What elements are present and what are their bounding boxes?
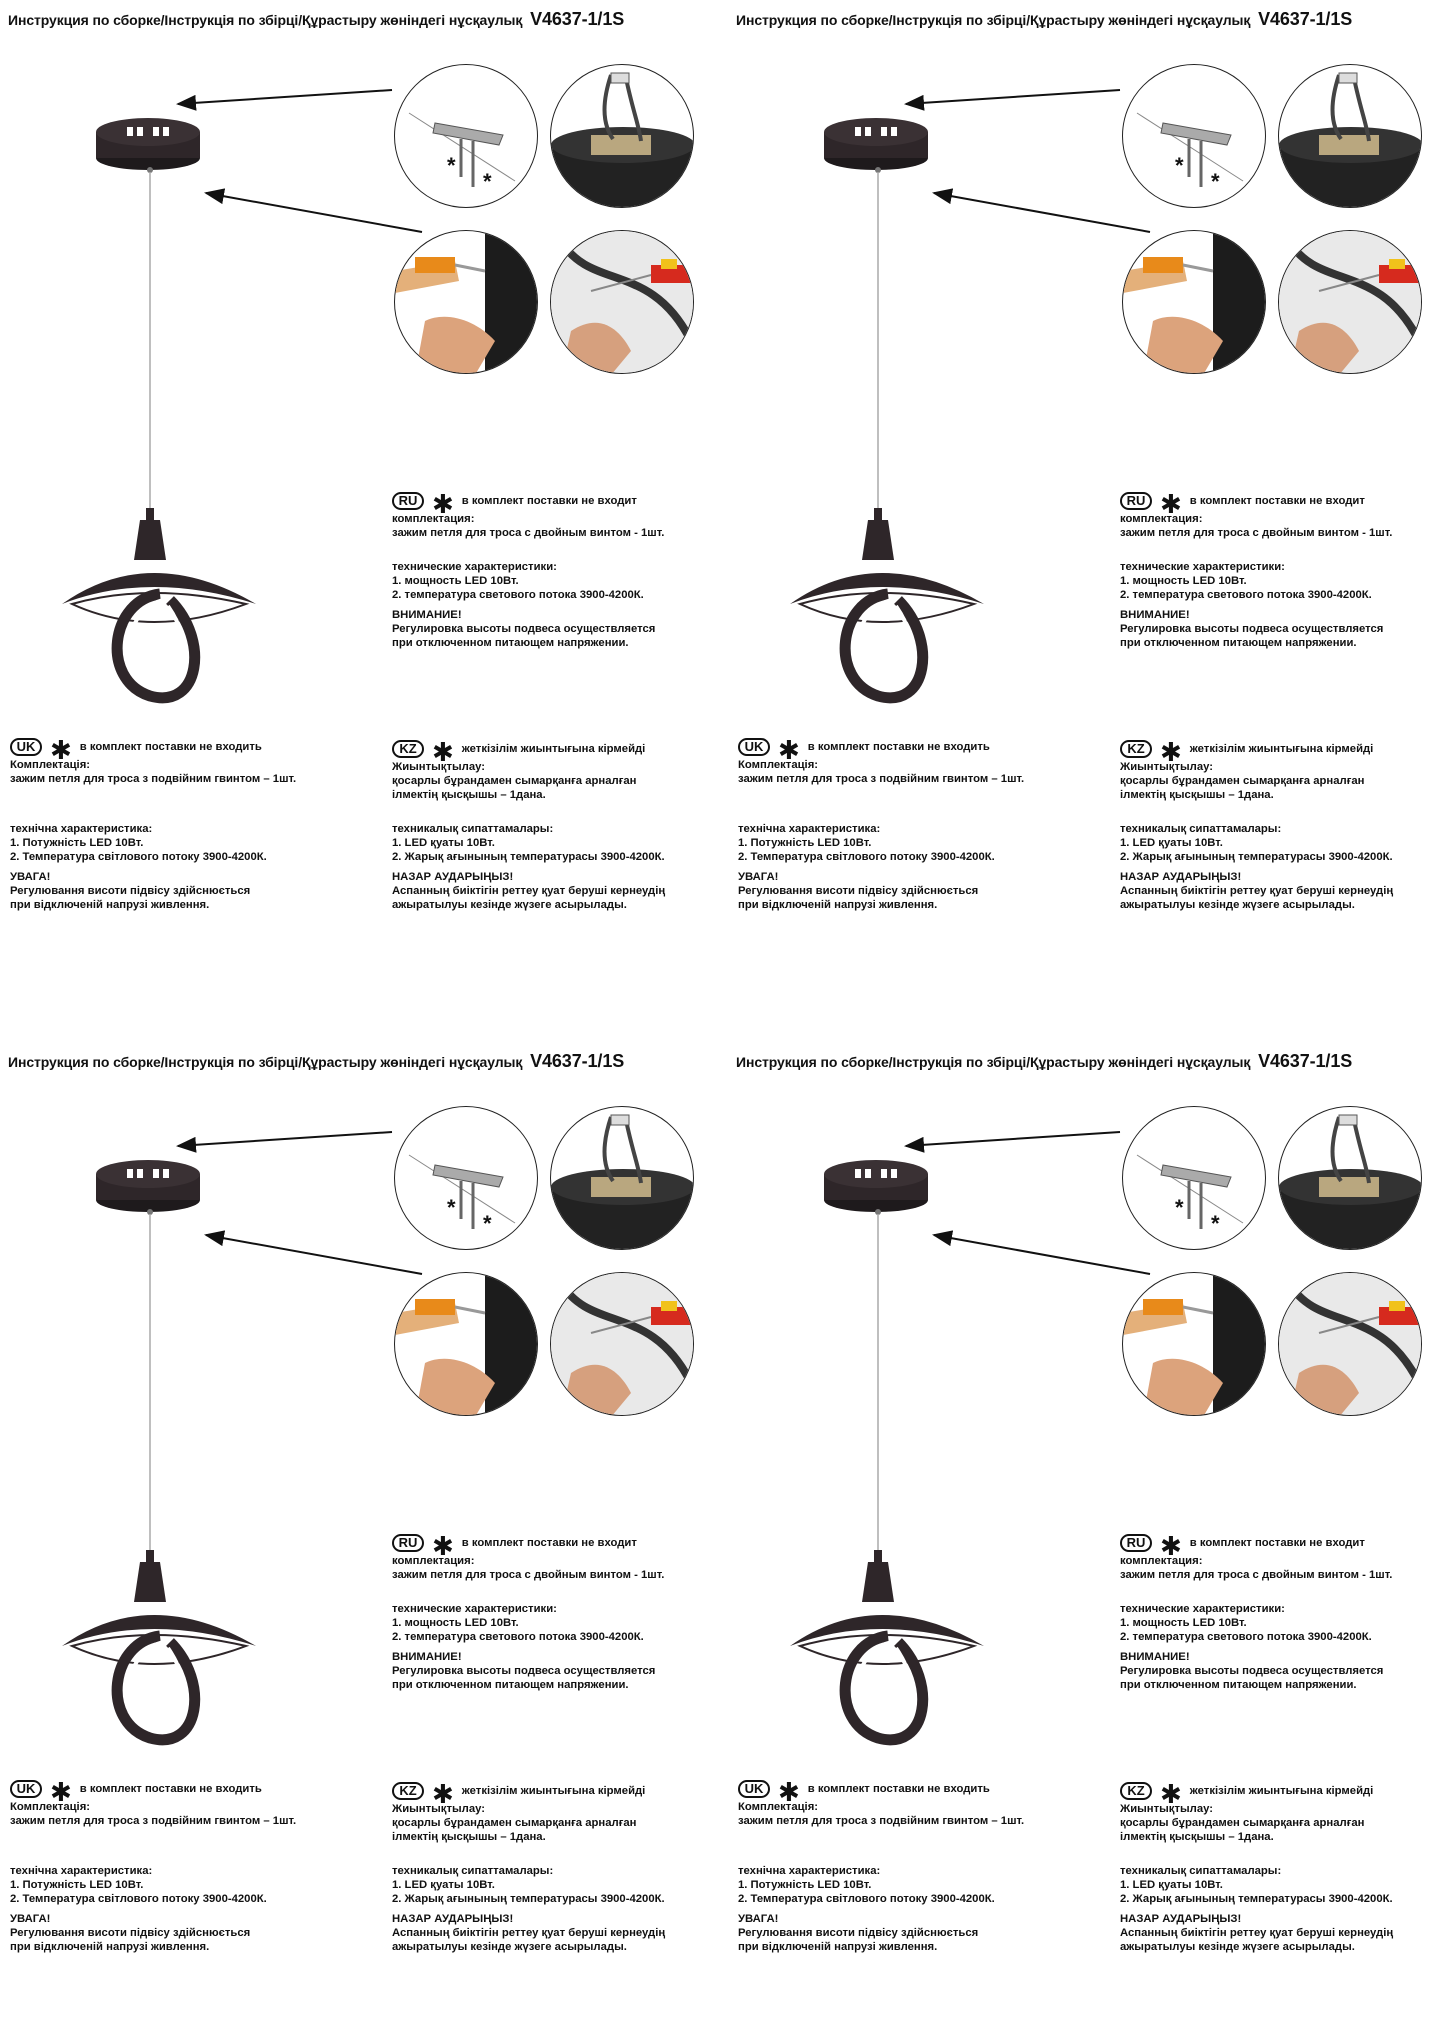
not-included-note: в комплект поставки не входить — [807, 1783, 990, 1795]
not-included-note: в комплект поставки не входит — [1189, 1537, 1365, 1549]
canopy-photo — [1278, 64, 1422, 208]
mounting-bracket-icon — [1123, 65, 1266, 208]
not-included-note: в комплект поставки не входит — [461, 495, 637, 507]
sheet-title: Инструкция по сборке/Інструкція по збірці/Құрастыру жөніндегі нұсқаулық V4637-1/1S — [8, 1051, 625, 1071]
uk-block: UK ✱ в комплект поставки не входить Комплектація: зажим петля для троса з подвійним гвинтом – 1шт. технічна характеристика: 1. Потужність LED 10Вт. 2. Температура світлового потоку 3900-4200К. УВАГА! Регулювання висоти підвісу здійснюється при відключеній напрузі живлення. — [10, 1777, 297, 1953]
sheet-title: Инструкция по сборке/Інструкція по збірці/Құрастыру жөніндегі нұсқаулық V4637-1/1S — [736, 9, 1353, 29]
kz-block: KZ ✱ жеткізілім жиынтығына кірмейді Жиынтықтылау: қосарлы бұрандамен сымарқанға арналған ілмектің қысқышы – 1дана. техникалық сипаттамалары: 1. LED қуаты 10Вт. 2. Жарық ағынының температурасы 3900-4200К. НАЗАР АУДАРЫҢЫЗ! Аспанның биіктігін реттеу қуат беруші кернеудің ажыратылуы кезінде жүзеге асырылады. — [1120, 1779, 1394, 1953]
kz-block: KZ ✱ жеткізілім жиынтығына кірмейді Жиынтықтылау: қосарлы бұрандамен сымарқанға арналған ілмектің қысқышы – 1дана. техникалық сипаттамалары: 1. LED қуаты 10Вт. 2. Жарық ағынының температурасы 3900-4200К. НАЗАР АУДАРЫҢЫЗ! Аспанның биіктігін реттеу қуат беруші кернеудің ажыратылуы кезінде жүзеге асырылады. — [392, 737, 666, 911]
not-included-note: в комплект поставки не входит — [461, 1537, 637, 1549]
lang-badge: RU — [1120, 1534, 1152, 1552]
screwdriver-photo — [1122, 1272, 1266, 1416]
ru-block: RU ✱ в комплект поставки не входит комплектация: зажим петля для троса с двойным винтом - 1шт. технические характеристики: 1. мощность LED 10Вт. 2. температура светового потока 3900-4200К. ВНИМАНИЕ! Регулировка высоты подвеса осуществляется при отключенном питающем напряжении. — [392, 489, 665, 649]
asterisk-icon: ✱ — [432, 1531, 454, 1561]
not-included-note: в комплект поставки не входит — [1189, 495, 1365, 507]
instruction-sheet — [0, 1042, 714, 2042]
circle-bracket — [394, 1106, 538, 1250]
lang-badge: KZ — [392, 740, 424, 758]
not-included-note: в комплект поставки не входить — [79, 741, 262, 753]
uk-block: UK ✱ в комплект поставки не входить Комплектація: зажим петля для троса з подвійним гвинтом – 1шт. технічна характеристика: 1. Потужність LED 10Вт. 2. Температура світлового потоку 3900-4200К. УВАГА! Регулювання висоти підвісу здійснюється при відключеній напрузі живлення. — [10, 735, 297, 911]
model-number: V4637-1/1S — [530, 1051, 625, 1071]
canopy-photo — [550, 64, 694, 208]
lang-badge: KZ — [392, 1782, 424, 1800]
circle-bracket — [1122, 1106, 1266, 1250]
sheet-title: Инструкция по сборке/Інструкція по збірці/Құрастыру жөніндегі нұсқаулық V4637-1/1S — [8, 9, 625, 29]
canopy-photo — [1278, 1106, 1422, 1250]
screwdriver-photo — [394, 1272, 538, 1416]
lang-badge: KZ — [1120, 1782, 1152, 1800]
asterisk-icon: * — [1211, 169, 1220, 194]
not-included-note: жеткізілім жиынтығына кірмейді — [1189, 1785, 1374, 1797]
not-included-note: жеткізілім жиынтығына кірмейді — [461, 743, 646, 755]
model-number: V4637-1/1S — [1258, 1051, 1353, 1071]
lang-badge: UK — [10, 738, 42, 756]
instruction-sheet — [0, 0, 714, 1000]
asterisk-icon: * — [447, 153, 456, 178]
lang-badge: KZ — [1120, 740, 1152, 758]
asterisk-icon: ✱ — [432, 737, 454, 767]
kz-block: KZ ✱ жеткізілім жиынтығына кірмейді Жиынтықтылау: қосарлы бұрандамен сымарқанға арналған ілмектің қысқышы – 1дана. техникалық сипаттамалары: 1. LED қуаты 10Вт. 2. Жарық ағынының температурасы 3900-4200К. НАЗАР АУДАРЫҢЫЗ! Аспанның биіктігін реттеу қуат беруші кернеудің ажыратылуы кезінде жүзеге асырылады. — [392, 1779, 666, 1953]
cable-clamp-photo — [550, 1272, 694, 1416]
asterisk-icon: * — [1175, 1195, 1184, 1220]
lang-badge: RU — [392, 1534, 424, 1552]
asterisk-icon: ✱ — [778, 735, 800, 765]
asterisk-icon: * — [447, 1195, 456, 1220]
canopy-photo — [550, 1106, 694, 1250]
instruction-sheet — [728, 0, 1429, 1000]
instruction-sheet — [728, 1042, 1429, 2042]
ru-block: RU ✱ в комплект поставки не входит комплектация: зажим петля для троса с двойным винтом - 1шт. технические характеристики: 1. мощность LED 10Вт. 2. температура светового потока 3900-4200К. ВНИМАНИЕ! Регулировка высоты подвеса осуществляется при отключенном питающем напряжении. — [1120, 1531, 1393, 1691]
model-number: V4637-1/1S — [1258, 9, 1353, 29]
sheet-title: Инструкция по сборке/Інструкція по збірці/Құрастыру жөніндегі нұсқаулық V4637-1/1S — [736, 1051, 1353, 1071]
cable-clamp-photo — [550, 230, 694, 374]
not-included-note: жеткізілім жиынтығына кірмейді — [461, 1785, 646, 1797]
circle-bracket — [394, 64, 538, 208]
cable-clamp-photo — [1278, 1272, 1422, 1416]
ru-block: RU ✱ в комплект поставки не входит комплектация: зажим петля для троса с двойным винтом - 1шт. технические характеристики: 1. мощность LED 10Вт. 2. температура светового потока 3900-4200К. ВНИМАНИЕ! Регулировка высоты подвеса осуществляется при отключенном питающем напряжении. — [1120, 489, 1393, 649]
mounting-bracket-icon — [395, 65, 538, 208]
model-number: V4637-1/1S — [530, 9, 625, 29]
lang-badge: UK — [738, 1780, 770, 1798]
screwdriver-photo — [394, 230, 538, 374]
asterisk-icon: ✱ — [1160, 737, 1182, 767]
asterisk-icon: ✱ — [778, 1777, 800, 1807]
asterisk-icon: * — [1175, 153, 1184, 178]
asterisk-icon: ✱ — [50, 735, 72, 765]
asterisk-icon: ✱ — [50, 1777, 72, 1807]
asterisk-icon: ✱ — [432, 489, 454, 519]
lang-badge: RU — [1120, 492, 1152, 510]
asterisk-icon: * — [483, 169, 492, 194]
lang-badge: RU — [392, 492, 424, 510]
lang-badge: UK — [10, 1780, 42, 1798]
not-included-note: в комплект поставки не входить — [807, 741, 990, 753]
mounting-bracket-icon — [395, 1107, 538, 1250]
cable-clamp-photo — [1278, 230, 1422, 374]
ru-block: RU ✱ в комплект поставки не входит комплектация: зажим петля для троса с двойным винтом - 1шт. технические характеристики: 1. мощность LED 10Вт. 2. температура светового потока 3900-4200К. ВНИМАНИЕ! Регулировка высоты подвеса осуществляется при отключенном питающем напряжении. — [392, 1531, 665, 1691]
uk-block: UK ✱ в комплект поставки не входить Комплектація: зажим петля для троса з подвійним гвинтом – 1шт. технічна характеристика: 1. Потужність LED 10Вт. 2. Температура світлового потоку 3900-4200К. УВАГА! Регулювання висоти підвісу здійснюється при відключеній напрузі живлення. — [738, 1777, 1025, 1953]
asterisk-icon: * — [483, 1211, 492, 1236]
lang-badge: UK — [738, 738, 770, 756]
circle-bracket — [1122, 64, 1266, 208]
uk-block: UK ✱ в комплект поставки не входить Комплектація: зажим петля для троса з подвійним гвинтом – 1шт. технічна характеристика: 1. Потужність LED 10Вт. 2. Температура світлового потоку 3900-4200К. УВАГА! Регулювання висоти підвісу здійснюється при відключеній напрузі живлення. — [738, 735, 1025, 911]
asterisk-icon: ✱ — [1160, 489, 1182, 519]
asterisk-icon: ✱ — [432, 1779, 454, 1809]
mounting-bracket-icon — [1123, 1107, 1266, 1250]
not-included-note: жеткізілім жиынтығына кірмейді — [1189, 743, 1374, 755]
asterisk-icon: ✱ — [1160, 1779, 1182, 1809]
not-included-note: в комплект поставки не входить — [79, 1783, 262, 1795]
screwdriver-photo — [1122, 230, 1266, 374]
asterisk-icon: * — [1211, 1211, 1220, 1236]
asterisk-icon: ✱ — [1160, 1531, 1182, 1561]
kz-block: KZ ✱ жеткізілім жиынтығына кірмейді Жиынтықтылау: қосарлы бұрандамен сымарқанға арналған ілмектің қысқышы – 1дана. техникалық сипаттамалары: 1. LED қуаты 10Вт. 2. Жарық ағынының температурасы 3900-4200К. НАЗАР АУДАРЫҢЫЗ! Аспанның биіктігін реттеу қуат беруші кернеудің ажыратылуы кезінде жүзеге асырылады. — [1120, 737, 1394, 911]
